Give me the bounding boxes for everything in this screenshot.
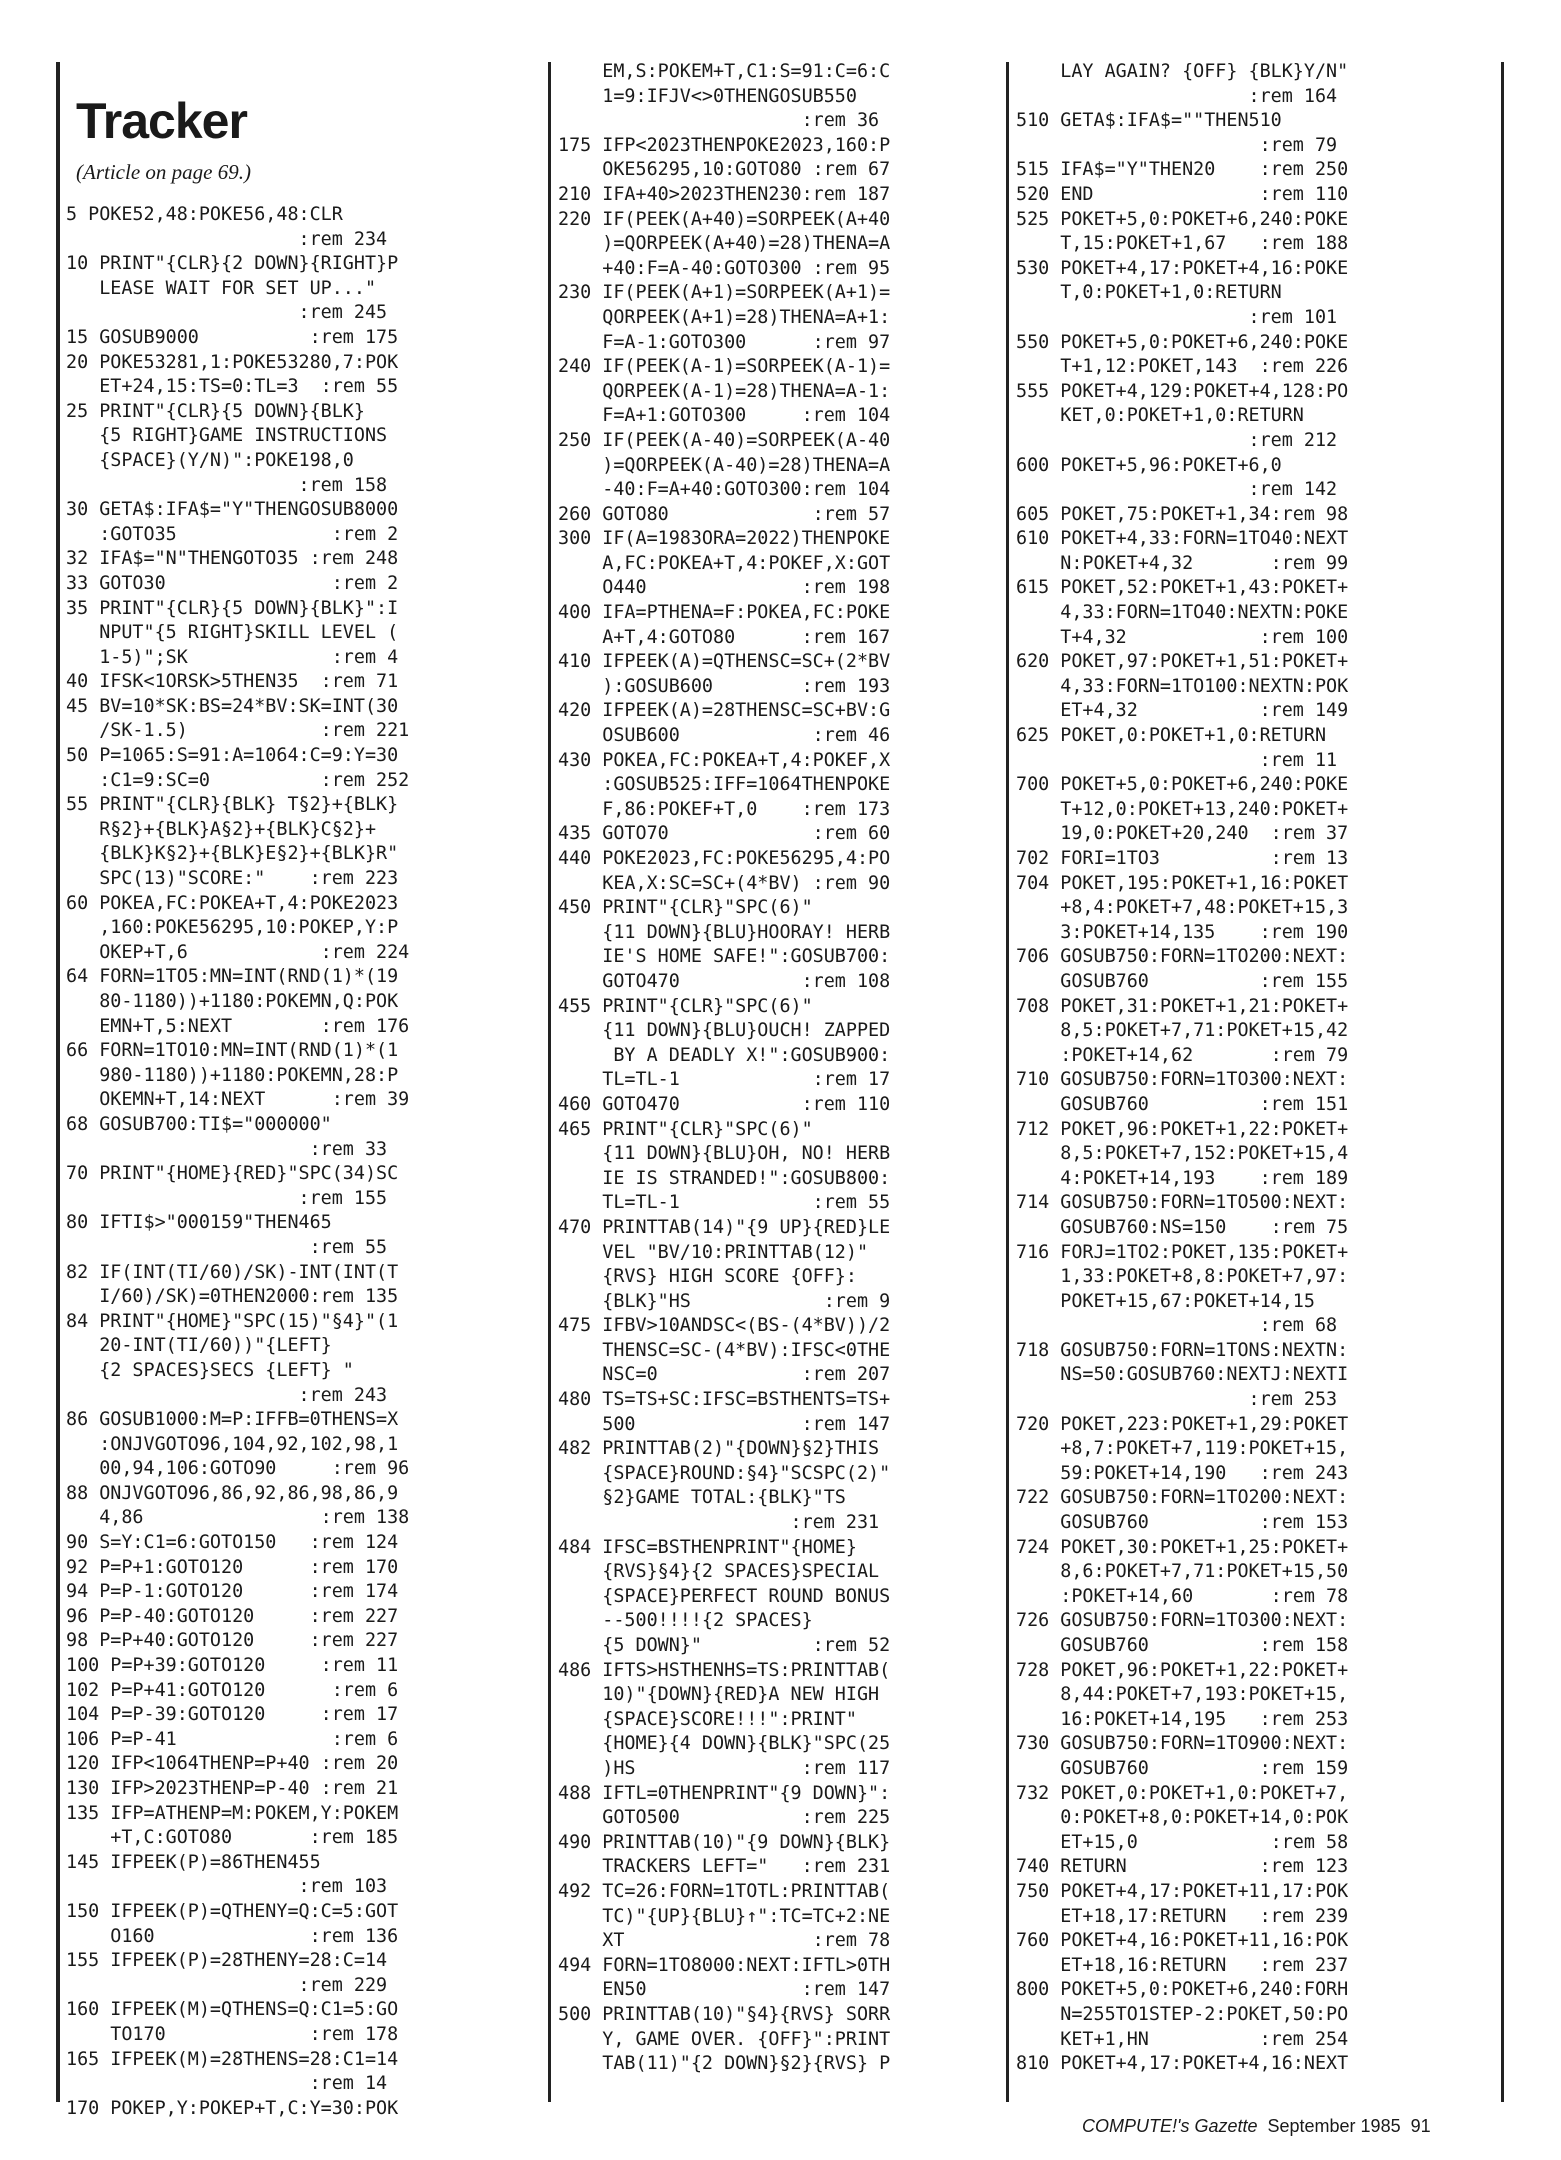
code-line: R§2}+{BLK}A§2}+{BLK}C§2}+ [66, 818, 377, 840]
code-line: 96 P=P-40:GOTO120 :rem 227 [66, 1605, 399, 1627]
code-line: 800 POKET+5,0:POKET+6,240:FORH [1016, 1979, 1349, 2001]
code-line: 720 POKET,223:POKET+1,29:POKET [1016, 1413, 1349, 1435]
code-line: 455 PRINT"{CLR}"SPC(6)" [558, 995, 813, 1017]
code-line: 712 POKET,96:POKET+1,22:POKET+ [1016, 1118, 1349, 1140]
code-line: 88 ONJVGOTO96,86,92,86,98,86,9 [66, 1482, 399, 1504]
code-line: ET+24,15:TS=0:TL=3 :rem 55 [66, 376, 399, 398]
code-line: 470 PRINTTAB(14)"{9 UP}{RED}LE [558, 1216, 891, 1238]
footer-page-number: 91 [1410, 2116, 1431, 2136]
code-line: 726 GOSUB750:FORN=1TO300:NEXT: [1016, 1610, 1349, 1632]
code-line: 4,33:FORN=1TO40:NEXTN:POKE [1016, 602, 1349, 624]
code-line: 492 TC=26:FORN=1TOTL:PRINTTAB( [558, 1880, 891, 1902]
code-line: TRACKERS LEFT=" :rem 231 [558, 1856, 891, 1878]
code-line: 130 IFP>2023THENP=P-40 :rem 21 [66, 1778, 399, 1799]
page-footer [1082, 2116, 1431, 2137]
code-line: 810 POKET+4,17:POKET+4,16:NEXT [1016, 2053, 1349, 2075]
code-line: T+12,0:POKET+13,240:POKET+ [1016, 798, 1349, 820]
code-line: TL=TL-1 :rem 55 [558, 1192, 891, 1214]
code-line: VEL "BV/10:PRINTTAB(12)" [558, 1241, 869, 1263]
code-line: 92 P=P+1:GOTO120 :rem 170 [66, 1556, 399, 1578]
code-line: 100 P=P+39:GOTO120 :rem 11 [66, 1655, 399, 1677]
code-line: 435 GOTO70 :rem 60 [558, 823, 891, 845]
code-line: OSUB600 :rem 46 [558, 725, 891, 747]
code-line: 510 GETA$:IFA$=""THEN510 [1016, 110, 1282, 132]
code-line: 3:POKET+14,135 :rem 190 [1016, 921, 1349, 943]
code-line: 8,6:POKET+7,71:POKET+15,50 [1016, 1561, 1349, 1583]
code-line: :rem 103 [66, 1876, 388, 1898]
code-line: N:POKET+4,32 :rem 99 [1016, 552, 1349, 574]
code-line: :rem 231 [558, 1512, 880, 1534]
code-line: 625 POKET,0:POKET+1,0:RETURN [1016, 725, 1327, 747]
code-line: 722 GOSUB750:FORN=1TO200:NEXT: [1016, 1487, 1349, 1509]
code-line: 450 PRINT"{CLR}"SPC(6)" [558, 897, 813, 919]
code-line: :rem 142 [1016, 479, 1338, 501]
code-line: TL=TL-1 :rem 17 [558, 1069, 891, 1091]
code-line: 70 PRINT"{HOME}{RED}"SPC(34)SC [66, 1163, 399, 1185]
code-line: TO170 :rem 178 [66, 2023, 399, 2045]
code-line: GOTO500 :rem 225 [558, 1807, 891, 1829]
code-line: EN50 :rem 147 [558, 1979, 891, 2001]
code-line: 704 POKET,195:POKET+1,16:POKET [1016, 872, 1349, 894]
code-line: 515 IFA$="Y"THEN20 :rem 250 [1016, 159, 1349, 181]
code-line: :rem 212 [1016, 429, 1338, 451]
code-line: 440 POKE2023,FC:POKE56295,4:PO [558, 848, 891, 869]
code-line: F,86:POKEF+T,0 :rem 173 [558, 798, 891, 820]
code-line: THENSC=SC-(4*BV):IFSC<0THE [558, 1339, 891, 1361]
code-line: KEA,X:SC=SC+(4*BV) :rem 90 [558, 872, 891, 894]
code-line: EM,S:POKEM+T,C1:S=91:C=6:C [558, 61, 891, 82]
code-line: 600 POKET+5,96:POKET+6,0 [1016, 454, 1282, 476]
code-line: 500 PRINTTAB(10)"§4}{RVS} SORR [558, 2003, 891, 2025]
code-line: :GOTO35 :rem 2 [66, 523, 399, 545]
code-line: 555 POKET+4,129:POKET+4,128:PO [1016, 380, 1349, 402]
left-margin-rule [56, 62, 60, 2102]
code-line: +8,7:POKET+7,119:POKET+15, [1016, 1438, 1349, 1460]
code-line: :ONJVGOTO96,104,92,102,98,1 [66, 1433, 399, 1455]
code-line: 120 IFP<1064THENP=P+40 :rem 20 [66, 1753, 399, 1775]
code-line: 300 IF(A=1983ORA=2022)THENPOKE [558, 528, 891, 550]
code-line: F=A+1:GOTO300 :rem 104 [558, 405, 891, 427]
code-line: 55 PRINT"{CLR}{BLK} T§2}+{BLK} [66, 794, 399, 816]
code-line: T,15:POKET+1,67 :rem 188 [1016, 233, 1349, 255]
code-line: 475 IFBV>10ANDSC<(BS-(4*BV))/2 [558, 1315, 891, 1337]
code-line: 490 PRINTTAB(10)"{9 DOWN}{BLK} [558, 1831, 891, 1853]
code-line: QORPEEK(A-1)=28)THENA=A-1: [558, 380, 891, 402]
code-line: {BLK}K§2}+{BLK}E§2}+{BLK}R" [66, 843, 399, 865]
column-divider-1 [548, 62, 551, 2102]
code-line: 45 BV=10*SK:BS=24*BV:SK=INT(30 [66, 695, 399, 717]
code-line: N=255TO1STEP-2:POKET,50:PO [1016, 2003, 1349, 2025]
code-line: ET+18,17:RETURN :rem 239 [1016, 1905, 1349, 1927]
code-line: GOTO470 :rem 108 [558, 970, 891, 992]
code-line: :rem 33 [66, 1138, 388, 1160]
code-line: LEASE WAIT FOR SET UP..." [66, 277, 377, 299]
code-line: ET+4,32 :rem 149 [1016, 700, 1349, 722]
code-line: {11 DOWN}{BLU}OUCH! ZAPPED [558, 1020, 891, 1042]
code-line: :rem 79 [1016, 134, 1338, 156]
code-line: 80-1180))+1180:POKEMN,Q:POK [66, 991, 399, 1012]
code-line: :rem 101 [1016, 306, 1338, 328]
code-line: 550 POKET+5,0:POKET+6,240:POKE [1016, 331, 1349, 353]
code-line: 8,5:POKET+7,71:POKET+15,42 [1016, 1020, 1349, 1042]
code-line: NPUT"{5 RIGHT}SKILL LEVEL ( [66, 622, 399, 644]
code-line: {SPACE}ROUND:§4}"SCSPC(2)" [558, 1462, 891, 1484]
code-line: :rem 36 [558, 110, 880, 132]
code-line: :GOSUB525:IFF=1064THENPOKE [558, 774, 891, 796]
code-line: :rem 234 [66, 228, 388, 250]
code-line: QORPEEK(A+1)=28)THENA=A+1: [558, 306, 891, 328]
code-line: O440 :rem 198 [558, 577, 891, 599]
article-title: Tracker [76, 93, 247, 149]
code-line: 82 IF(INT(TI/60)/SK)-INT(INT(T [66, 1261, 399, 1283]
code-line: 90 S=Y:C1=6:GOTO150 :rem 124 [66, 1532, 399, 1554]
code-line: 980-1180))+1180:POKEMN,28:P [66, 1064, 399, 1086]
code-line: 732 POKET,0:POKET+1,0:POKET+7, [1016, 1782, 1349, 1804]
code-line: :POKET+14,62 :rem 79 [1016, 1044, 1349, 1066]
code-line: 1-5)";SK :rem 4 [66, 646, 399, 668]
code-line: 150 IFPEEK(P)=QTHENY=Q:C=5:GOT [66, 1900, 399, 1922]
code-line: 708 POKET,31:POKET+1,21:POKET+ [1016, 995, 1349, 1017]
code-line: OKEP+T,6 :rem 224 [66, 941, 410, 963]
code-line: GOSUB760 :rem 158 [1016, 1635, 1349, 1656]
code-line: T,0:POKET+1,0:RETURN [1016, 282, 1282, 304]
code-line: 702 FORI=1TO3 :rem 13 [1016, 848, 1349, 869]
code-line: --500!!!!{2 SPACES} [558, 1610, 813, 1632]
right-margin-rule [1501, 62, 1504, 2102]
code-line: 460 GOTO470 :rem 110 [558, 1093, 891, 1115]
code-line: :rem 229 [66, 1974, 388, 1996]
code-line: 32 IFA$="N"THENGOTO35 :rem 248 [66, 548, 399, 570]
article-subtitle: (Article on page 69.) [76, 160, 251, 184]
listing-column-3 [1016, 60, 1494, 2077]
code-line: I/60)/SK)=0THEN2000:rem 135 [66, 1286, 399, 1308]
code-line: :POKET+14,60 :rem 78 [1016, 1585, 1349, 1607]
code-line: 106 P=P-41 :rem 6 [66, 1728, 399, 1750]
code-line: 59:POKET+14,190 :rem 243 [1016, 1462, 1349, 1484]
code-line: 40 IFSK<1ORSK>5THEN35 :rem 71 [66, 671, 399, 693]
code-line: 60 POKEA,FC:POKEA+T,4:POKE2023 [66, 892, 399, 914]
code-line: XT :rem 78 [558, 1930, 891, 1952]
code-line: +8,4:POKET+7,48:POKET+15,3 [1016, 897, 1349, 919]
code-line: 50 P=1065:S=91:A=1064:C=9:Y=30 [66, 745, 399, 767]
code-line: 728 POKET,96:POKET+1,22:POKET+ [1016, 1659, 1349, 1681]
code-line: 86 GOSUB1000:M=P:IFFB=0THENS=X [66, 1409, 399, 1431]
code-line: 500 :rem 147 [558, 1413, 891, 1435]
code-line: +40:F=A-40:GOTO300 :rem 95 [558, 257, 891, 279]
code-line: :rem 11 [1016, 749, 1338, 771]
code-line: 19,0:POKET+20,240 :rem 37 [1016, 823, 1349, 845]
code-line: ,160:POKE56295,10:POKEP,Y:P [66, 917, 399, 939]
code-line: :C1=9:SC=0 :rem 252 [66, 769, 410, 791]
code-line: )=QORPEEK(A-40)=28)THENA=A [558, 454, 891, 476]
code-line: 165 IFPEEK(M)=28THENS=28:C1=14 [66, 2048, 399, 2070]
code-line: EMN+T,5:NEXT :rem 176 [66, 1015, 410, 1037]
code-line: {2 SPACES}SECS {LEFT} " [66, 1359, 354, 1381]
code-line: O160 :rem 136 [66, 1925, 399, 1947]
code-line: 410 IFPEEK(A)=QTHENSC=SC+(2*BV [558, 651, 891, 673]
footer-magazine: COMPUTE!'s Gazette [1082, 2116, 1258, 2136]
code-line: 8,44:POKET+7,193:POKET+15, [1016, 1684, 1349, 1706]
code-line: 135 IFP=ATHENP=M:POKEM,Y:POKEM [66, 1802, 399, 1824]
code-line: :rem 158 [66, 474, 388, 496]
code-line: 486 IFTS>HSTHENHS=TS:PRINTTAB( [558, 1659, 891, 1681]
code-line: BY A DEADLY X!":GOSUB900: [558, 1044, 891, 1066]
code-line: {11 DOWN}{BLU}HOORAY! HERB [558, 921, 891, 943]
code-line: 175 IFP<2023THENPOKE2023,160:P [558, 134, 891, 156]
code-line: 615 POKET,52:POKET+1,43:POKET+ [1016, 577, 1349, 599]
code-line: 716 FORJ=1TO2:POKET,135:POKET+ [1016, 1241, 1349, 1263]
code-line: )HS :rem 117 [558, 1757, 891, 1779]
code-line: {SPACE}PERFECT ROUND BONUS [558, 1585, 891, 1607]
code-line: 98 P=P+40:GOTO120 :rem 227 [66, 1630, 399, 1652]
code-line: 520 END :rem 110 [1016, 183, 1349, 205]
listing-column-2 [558, 60, 1000, 2077]
code-line: 714 GOSUB750:FORN=1TO500:NEXT: [1016, 1192, 1349, 1214]
code-line: {RVS} HIGH SCORE {OFF}: [558, 1266, 857, 1288]
code-line: {BLK}"HS :rem 9 [558, 1290, 891, 1312]
code-line: 210 IFA+40>2023THEN230:rem 187 [558, 183, 891, 205]
listing-column-1 [66, 60, 544, 2121]
code-line: :rem 164 [1016, 85, 1338, 107]
code-line: ):GOSUB600 :rem 193 [558, 675, 891, 697]
code-line: POKET+15,67:POKET+14,15 [1016, 1290, 1315, 1312]
code-line: TAB(11)"{2 DOWN}§2}{RVS} P [558, 2053, 891, 2075]
code-line: )=QORPEEK(A+40)=28)THENA=A [558, 233, 891, 255]
code-line: 104 P=P-39:GOTO120 :rem 17 [66, 1704, 399, 1726]
code-line: 66 FORN=1TO10:MN=INT(RND(1)*(1 [66, 1040, 399, 1062]
code-line: GOSUB760 :rem 153 [1016, 1512, 1349, 1534]
code-line: T+4,32 :rem 100 [1016, 626, 1349, 648]
code-line: 710 GOSUB750:FORN=1TO300:NEXT: [1016, 1069, 1349, 1091]
code-line: 525 POKET+5,0:POKET+6,240:POKE [1016, 208, 1349, 230]
code-line: /SK-1.5) :rem 221 [66, 720, 410, 742]
code-line: 530 POKET+4,17:POKET+4,16:POKE [1016, 257, 1349, 279]
code-line: 724 POKET,30:POKET+1,25:POKET+ [1016, 1536, 1349, 1558]
code-line: 5 POKE52,48:POKE56,48:CLR [66, 204, 343, 225]
code-line: 1=9:IFJV<>0THENGOSUB550 [558, 85, 857, 107]
code-line: 145 IFPEEK(P)=86THEN455 [66, 1851, 321, 1873]
code-line: IE IS STRANDED!":GOSUB800: [558, 1167, 891, 1189]
code-line: 760 POKET+4,16:POKET+11,16:POK [1016, 1930, 1349, 1952]
code-line: Y, GAME OVER. {OFF}":PRINT [558, 2028, 891, 2050]
code-line: 160 IFPEEK(M)=QTHENS=Q:C1=5:GO [66, 1999, 399, 2021]
code-line: 4,86 :rem 138 [66, 1507, 410, 1529]
code-line: 10)"{DOWN}{RED}A NEW HIGH [558, 1684, 880, 1706]
code-line: 16:POKET+14,195 :rem 253 [1016, 1708, 1349, 1730]
code-line: TC)"{UP}{BLU}↑":TC=TC+2:NE [558, 1905, 891, 1927]
code-line: OKEMN+T,14:NEXT :rem 39 [66, 1089, 410, 1111]
code-lines-col-3 [1016, 60, 1494, 2077]
code-line: §2}GAME TOTAL:{BLK}"TS [558, 1487, 846, 1509]
code-line: GOSUB760:NS=150 :rem 75 [1016, 1216, 1349, 1238]
code-line: 94 P=P-1:GOTO120 :rem 174 [66, 1581, 399, 1603]
code-line: 494 FORN=1TO8000:NEXT:IFTL>0TH [558, 1954, 891, 1976]
code-line: 400 IFA=PTHENA=F:POKEA,FC:POKE [558, 602, 891, 624]
code-line: 620 POKET,97:POKET+1,51:POKET+ [1016, 651, 1349, 673]
code-line: 240 IF(PEEK(A-1)=SORPEEK(A-1)= [558, 356, 891, 378]
code-line: SPC(13)"SCORE:" :rem 223 [66, 868, 399, 890]
footer-issue: September 1985 [1267, 2116, 1401, 2136]
code-line: +T,C:GOTO80 :rem 185 [66, 1827, 399, 1849]
code-line: 480 TS=TS+SC:IFSC=BSTHENTS=TS+ [558, 1389, 891, 1411]
code-line: 00,94,106:GOTO90 :rem 96 [66, 1458, 410, 1480]
code-line: 706 GOSUB750:FORN=1TO200:NEXT: [1016, 946, 1349, 968]
code-line: KET,0:POKET+1,0:RETURN [1016, 405, 1304, 427]
code-line: 10 PRINT"{CLR}{2 DOWN}{RIGHT}P [66, 253, 399, 275]
code-line: 430 POKEA,FC:POKEA+T,4:POKEF,X [558, 749, 891, 771]
code-line: {11 DOWN}{BLU}OH, NO! HERB [558, 1143, 891, 1165]
code-line: 250 IF(PEEK(A-40)=SORPEEK(A-40 [558, 429, 891, 451]
code-lines-col-2 [558, 60, 1000, 2077]
code-line: 718 GOSUB750:FORN=1TONS:NEXTN: [1016, 1339, 1349, 1361]
code-line: 610 POKET+4,33:FORN=1TO40:NEXT [1016, 528, 1349, 550]
code-line: {5 RIGHT}GAME INSTRUCTIONS [66, 425, 388, 447]
column-divider-2 [1006, 62, 1009, 2102]
code-line: -40:F=A+40:GOTO300:rem 104 [558, 479, 891, 501]
code-line: A+T,4:GOTO80 :rem 167 [558, 626, 891, 648]
code-line: 102 P=P+41:GOTO120 :rem 6 [66, 1679, 399, 1701]
code-line: NS=50:GOSUB760:NEXTJ:NEXTI [1016, 1364, 1349, 1386]
code-line: 20 POKE53281,1:POKE53280,7:POK [66, 351, 399, 373]
code-line: 15 GOSUB9000 :rem 175 [66, 326, 399, 348]
code-line: 0:POKET+8,0:POKET+14,0:POK [1016, 1807, 1349, 1829]
code-line: ET+18,16:RETURN :rem 237 [1016, 1954, 1349, 1976]
code-line: {RVS}§4}{2 SPACES}SPECIAL [558, 1561, 880, 1583]
code-line: :rem 253 [1016, 1389, 1338, 1411]
code-line: OKE56295,10:GOTO80 :rem 67 [558, 159, 891, 181]
code-line: :rem 55 [66, 1236, 388, 1258]
code-line: {5 DOWN}" :rem 52 [558, 1635, 891, 1656]
code-line: GOSUB760 :rem 155 [1016, 970, 1349, 992]
code-line: F=A-1:GOTO300 :rem 97 [558, 331, 891, 353]
code-line: 64 FORN=1TO5:MN=INT(RND(1)*(19 [66, 966, 399, 988]
code-line: T+1,12:POKET,143 :rem 226 [1016, 356, 1349, 378]
code-line: KET+1,HN :rem 254 [1016, 2028, 1349, 2050]
code-line: ET+15,0 :rem 58 [1016, 1831, 1349, 1853]
code-line: 488 IFTL=0THENPRINT"{9 DOWN}": [558, 1782, 891, 1804]
code-line: IE'S HOME SAFE!":GOSUB700: [558, 946, 891, 968]
code-line: {SPACE}(Y/N)":POKE198,0 [66, 449, 354, 471]
code-line: 260 GOTO80 :rem 57 [558, 503, 891, 525]
code-line: A,FC:POKEA+T,4:POKEF,X:GOT [558, 552, 891, 574]
code-line: :rem 243 [66, 1384, 388, 1406]
code-line: 1,33:POKET+8,8:POKET+7,97: [1016, 1266, 1349, 1288]
code-line: 33 GOTO30 :rem 2 [66, 572, 399, 594]
code-line: 740 RETURN :rem 123 [1016, 1856, 1349, 1878]
code-line: 170 POKEP,Y:POKEP+T,C:Y=30:POK [66, 2097, 399, 2119]
code-line: :rem 155 [66, 1187, 388, 1209]
code-line: LAY AGAIN? {OFF} {BLK}Y/N" [1016, 61, 1349, 82]
code-line: 482 PRINTTAB(2)"{DOWN}§2}THIS [558, 1438, 880, 1460]
code-line: 80 IFTI$>"000159"THEN465 [66, 1212, 332, 1234]
code-line: {SPACE}SCORE!!!":PRINT" [558, 1708, 857, 1730]
code-line: :rem 14 [66, 2073, 388, 2095]
code-line: 465 PRINT"{CLR}"SPC(6)" [558, 1118, 813, 1140]
code-line: GOSUB760 :rem 159 [1016, 1757, 1349, 1779]
code-line: GOSUB760 :rem 151 [1016, 1093, 1349, 1115]
code-line: 750 POKET+4,17:POKET+11,17:POK [1016, 1880, 1349, 1902]
code-line: 484 IFSC=BSTHENPRINT"{HOME} [558, 1536, 857, 1558]
code-line: 35 PRINT"{CLR}{5 DOWN}{BLK}":I [66, 597, 399, 619]
code-line: 30 GETA$:IFA$="Y"THENGOSUB8000 [66, 499, 399, 521]
code-line: NSC=0 :rem 207 [558, 1364, 891, 1386]
code-line: 605 POKET,75:POKET+1,34:rem 98 [1016, 503, 1349, 525]
code-line: 220 IF(PEEK(A+40)=SORPEEK(A+40 [558, 208, 891, 230]
code-line: 730 GOSUB750:FORN=1TO900:NEXT: [1016, 1733, 1349, 1755]
code-line: 230 IF(PEEK(A+1)=SORPEEK(A+1)= [558, 282, 891, 304]
code-line: {HOME}{4 DOWN}{BLK}"SPC(25 [558, 1733, 891, 1755]
code-line: 700 POKET+5,0:POKET+6,240:POKE [1016, 774, 1349, 796]
code-line: 4,33:FORN=1TO100:NEXTN:POK [1016, 675, 1349, 697]
code-line: 84 PRINT"{HOME}"SPC(15)"§4}"(1 [66, 1310, 399, 1332]
code-line: 4:POKET+14,193 :rem 189 [1016, 1167, 1349, 1189]
code-line: 420 IFPEEK(A)=28THENSC=SC+BV:G [558, 700, 891, 722]
code-line: 155 IFPEEK(P)=28THENY=28:C=14 [66, 1950, 388, 1972]
code-line: :rem 245 [66, 302, 388, 324]
code-line: 25 PRINT"{CLR}{5 DOWN}{BLK} [66, 400, 365, 422]
code-line: 68 GOSUB700:TI$="000000" [66, 1113, 332, 1135]
code-line: 8,5:POKET+7,152:POKET+15,4 [1016, 1143, 1349, 1165]
code-lines-col-1 [66, 203, 544, 2121]
code-line: :rem 68 [1016, 1315, 1338, 1337]
code-line: 20-INT(TI/60))"{LEFT} [66, 1335, 332, 1357]
